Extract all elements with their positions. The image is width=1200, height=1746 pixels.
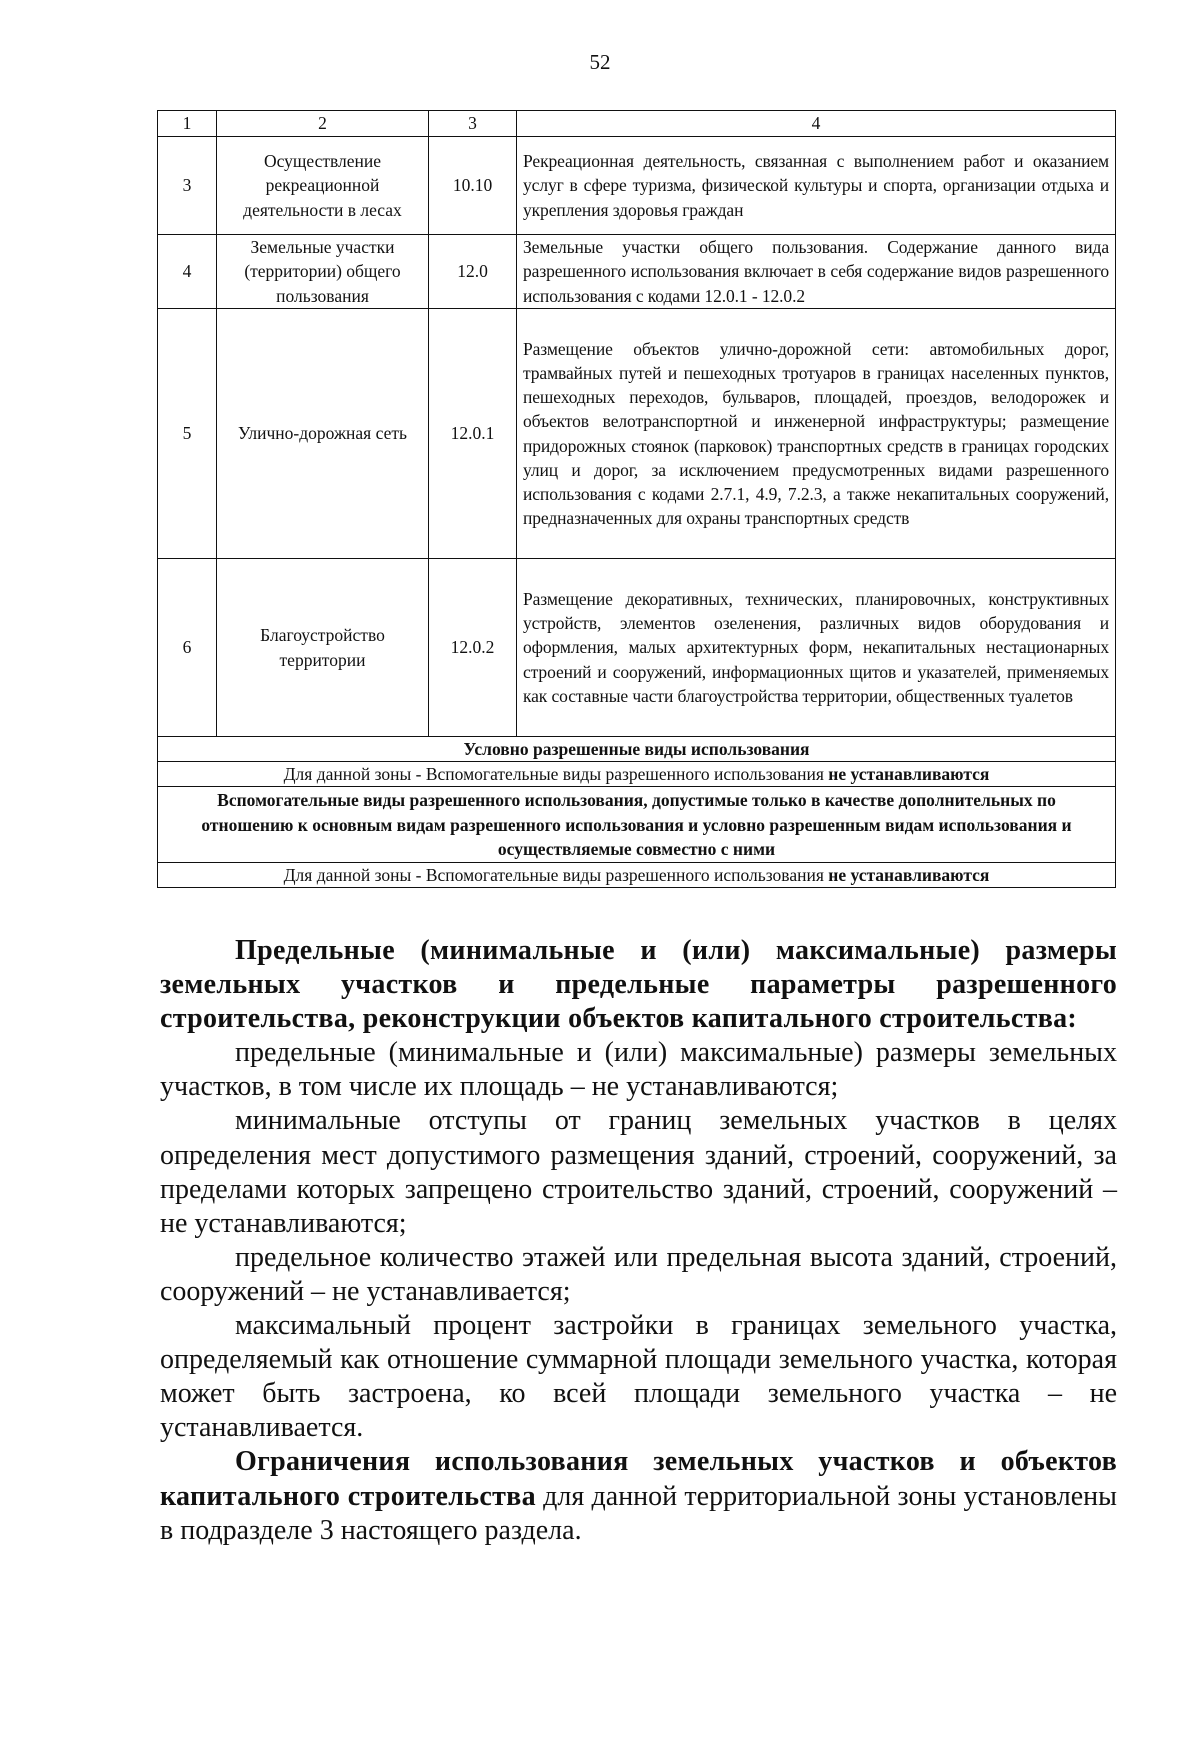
use-type-code: 10.10 xyxy=(429,137,517,235)
conditional-uses-note xyxy=(158,762,1116,787)
header-cell: 4 xyxy=(517,111,1116,137)
use-type-description: Размещение декоративных, технических, планировочных, конструктивных устройств, элементов озеленения, различных видов оборудования и оформления, малых архитектурных форм, некапитальных нестационарных строений и сооружений, информационных щитов и указателей, применяемых как составные части благоустройства территории, общественных туалетов xyxy=(517,559,1116,737)
table-row xyxy=(158,762,1116,787)
use-type-code: 12.0.1 xyxy=(429,309,517,559)
land-use-table xyxy=(157,110,1116,888)
paragraph: минимальные отступы от границ земельных участков в целях определения мест допустимого размещения зданий, строений, сооружений, за пределами которых запрещено строительство зданий, строений, сооружений – не устанавливаются; xyxy=(160,1105,1117,1239)
paragraph: максимальный процент застройки в границах земельного участка, определяемый как отношение суммарной площади земельного участка, которая может быть застроена, ко всей площади земельного участка – не устанавливается. xyxy=(160,1310,1117,1444)
note-text: Для данной зоны - Вспомогательные виды разрешенного использования xyxy=(283,865,824,886)
restrictions-rest: для данной территориальной зоны установлены в подразделе 3 настоящего раздела. xyxy=(160,1480,1117,1546)
table-row xyxy=(158,235,1116,309)
row-number: 4 xyxy=(158,235,217,309)
page-number: 52 xyxy=(589,50,611,74)
table-row xyxy=(158,737,1116,762)
use-type-name: Осуществление рекреационной деятельности в лесах xyxy=(217,137,429,235)
restrictions-bold: Ограничения использования земельных участков и объектов капитального строительства xyxy=(160,1446,1117,1512)
use-type-name: Земельные участки (территории) общего пользования xyxy=(217,235,429,309)
auxiliary-uses-heading: Вспомогательные виды разрешенного использования, допустимые только в качестве дополнительных по отношению к основным видам разрешенного использования и условно разрешенным видам использования и осуществляемые совместно с ними xyxy=(158,787,1116,863)
table-row xyxy=(158,787,1116,863)
use-type-code: 12.0.2 xyxy=(429,559,517,737)
table-row xyxy=(158,863,1116,888)
body-text xyxy=(160,934,1117,1548)
table-row xyxy=(158,559,1116,737)
note-emphasis: не устанавливаются xyxy=(828,764,990,785)
row-number: 3 xyxy=(158,137,217,235)
header-cell: 3 xyxy=(429,111,517,137)
use-type-code: 12.0 xyxy=(429,235,517,309)
paragraph: предельное количество этажей или предельная высота зданий, строений, сооружений – не устанавливается; xyxy=(160,1241,1117,1307)
note-emphasis: не устанавливаются xyxy=(828,865,990,886)
header-cell: 2 xyxy=(217,111,429,137)
table-row xyxy=(158,309,1116,559)
row-number: 5 xyxy=(158,309,217,559)
use-type-name: Благоустройство территории xyxy=(217,559,429,737)
restrictions-paragraph xyxy=(160,1445,1117,1547)
use-type-description: Рекреационная деятельность, связанная с выполнением работ и оказанием услуг в сфере туризма, физической культуры и спорта, организации отдыха и укрепления здоровья граждан xyxy=(517,137,1116,235)
use-type-description: Размещение объектов улично-дорожной сети: автомобильных дорог, трамвайных путей и пешеходных тротуаров в границах населенных пунктов, пешеходных переходов, бульваров, площадей, проездов, велодорожек и объектов велотранспортной и инженерной инфраструктуры; размещение придорожных стоянок (парковок) транспортных средств в границах городских улиц и дорог, за исключением предусмотренных видами разрешенного использования с кодами 2.7.1, 4.9, 7.2.3, а также некапитальных сооружений, предназначенных для охраны транспортных средств xyxy=(517,309,1116,559)
row-number: 6 xyxy=(158,559,217,737)
use-type-name: Улично-дорожная сеть xyxy=(217,309,429,559)
note-text: Для данной зоны - Вспомогательные виды разрешенного использования xyxy=(283,764,824,785)
conditional-uses-heading: Условно разрешенные виды использования xyxy=(158,737,1116,762)
use-type-description: Земельные участки общего пользования. Содержание данного вида разрешенного использования включает в себя содержание видов разрешенного использования с кодами 12.0.1 - 12.0.2 xyxy=(517,235,1116,309)
paragraph: предельные (минимальные и (или) максимальные) размеры земельных участков, в том числе их площадь – не устанавливаются; xyxy=(160,1037,1117,1103)
table-row xyxy=(158,137,1116,235)
limits-heading: Предельные (минимальные и (или) максимальные) размеры земельных участков и предельные параметры разрешенного строительства, реконструкции объектов капитального строительства: xyxy=(160,935,1117,1035)
auxiliary-uses-note xyxy=(158,863,1116,888)
table-header-row xyxy=(158,111,1116,137)
header-cell: 1 xyxy=(158,111,217,137)
